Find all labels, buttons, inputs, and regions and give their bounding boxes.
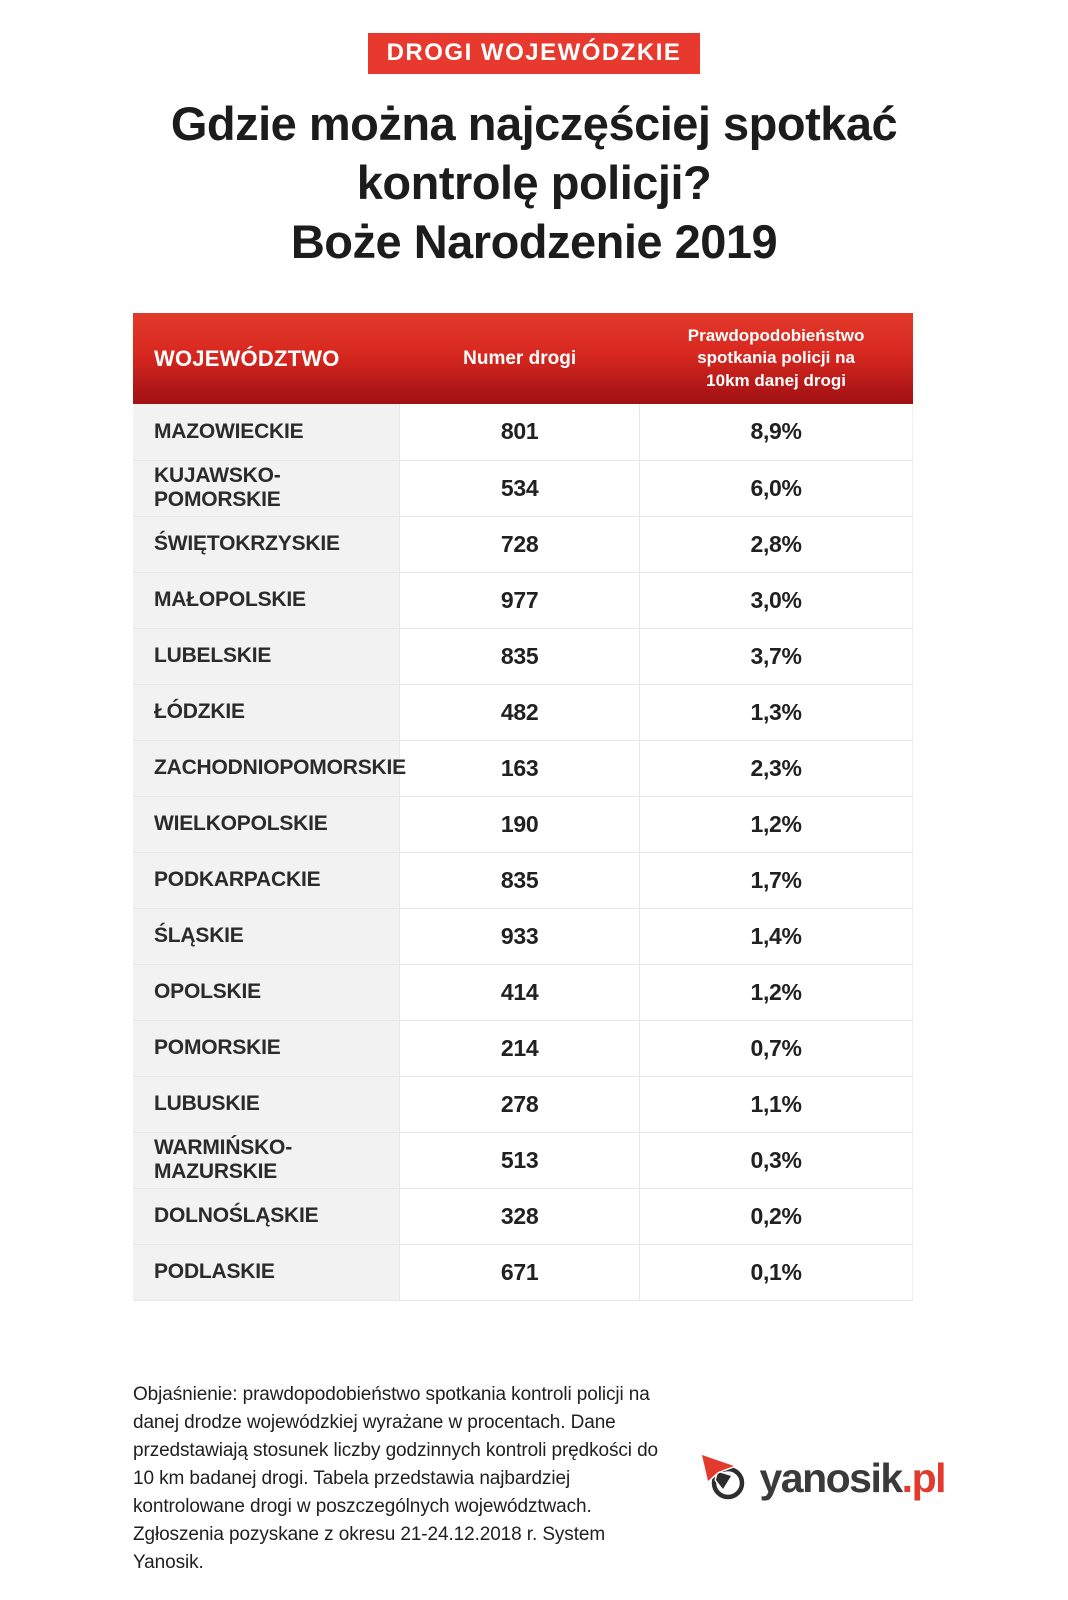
table-row xyxy=(133,628,913,684)
cell-voivodeship: WARMIŃSKO-MAZURSKIE xyxy=(133,1132,400,1188)
cell-road-number: 513 xyxy=(400,1132,640,1188)
cell-voivodeship: PODKARPACKIE xyxy=(133,852,400,908)
cell-probability: 1,1% xyxy=(640,1076,913,1132)
cell-road-number: 190 xyxy=(400,796,640,852)
table-row xyxy=(133,796,913,852)
table-row xyxy=(133,852,913,908)
cell-probability: 6,0% xyxy=(640,460,913,516)
cell-probability: 1,2% xyxy=(640,964,913,1020)
cell-road-number: 328 xyxy=(400,1188,640,1244)
logo-text xyxy=(759,1455,945,1502)
cell-probability: 2,8% xyxy=(640,516,913,572)
cell-probability: 1,4% xyxy=(640,908,913,964)
logo-domain: .pl xyxy=(901,1455,945,1501)
cell-voivodeship: ŚWIĘTOKRZYSKIE xyxy=(133,516,400,572)
table-row xyxy=(133,1188,913,1244)
cell-voivodeship: POMORSKIE xyxy=(133,1020,400,1076)
cell-voivodeship: MAŁOPOLSKIE xyxy=(133,572,400,628)
yanosik-logo xyxy=(697,1453,945,1505)
cell-road-number: 835 xyxy=(400,628,640,684)
page-title-line3: Boże Narodzenie 2019 xyxy=(290,215,778,268)
cell-road-number: 835 xyxy=(400,852,640,908)
cell-road-number: 801 xyxy=(400,404,640,460)
cell-probability: 1,3% xyxy=(640,684,913,740)
cell-road-number: 414 xyxy=(400,964,640,1020)
column-header-road-number: Numer drogi xyxy=(400,313,640,404)
cell-road-number: 977 xyxy=(400,572,640,628)
cell-road-number: 163 xyxy=(400,740,640,796)
table-row xyxy=(133,404,913,460)
cell-probability: 8,9% xyxy=(640,404,913,460)
table-row xyxy=(133,740,913,796)
table-row xyxy=(133,908,913,964)
cell-probability: 0,2% xyxy=(640,1188,913,1244)
footnote-text: Objaśnienie: prawdopodobieństwo spotkania kontroli policji na danej drodze wojewódzkiej wyrażane w procentach. Dane przedstawiają stosunek liczby godzinnych kontroli prędkości do 10 km badanej drogi. Tabela przedstawia najbardziej kontrolowane drogi w poszczególnych województwach. Zgłoszenia pozyskane z okresu 21-24.12.2018 r. System Yanosik. xyxy=(133,1383,659,1573)
cell-probability: 1,2% xyxy=(640,796,913,852)
data-table-container xyxy=(133,313,913,1301)
cell-probability: 2,3% xyxy=(640,740,913,796)
cell-probability: 0,7% xyxy=(640,1020,913,1076)
table-row xyxy=(133,1132,913,1188)
category-badge: DROGI WOJEWÓDZKIE xyxy=(368,33,701,74)
cell-voivodeship: WIELKOPOLSKIE xyxy=(133,796,400,852)
data-table xyxy=(133,313,913,1301)
table-row xyxy=(133,964,913,1020)
cell-road-number: 728 xyxy=(400,516,640,572)
navigation-arrow-icon xyxy=(697,1453,753,1505)
cell-road-number: 482 xyxy=(400,684,640,740)
table-row xyxy=(133,1244,913,1300)
cell-voivodeship: MAZOWIECKIE xyxy=(133,404,400,460)
cell-probability: 0,3% xyxy=(640,1132,913,1188)
cell-voivodeship: ŚLĄSKIE xyxy=(133,908,400,964)
cell-probability: 3,0% xyxy=(640,572,913,628)
cell-voivodeship: PODLASKIE xyxy=(133,1244,400,1300)
column-header-voivodeship: WOJEWÓDZTWO xyxy=(133,313,400,404)
logo-name: yanosik xyxy=(759,1455,902,1501)
cell-voivodeship: LUBUSKIE xyxy=(133,1076,400,1132)
cell-voivodeship: LUBELSKIE xyxy=(133,628,400,684)
cell-road-number: 671 xyxy=(400,1244,640,1300)
cell-probability: 3,7% xyxy=(640,628,913,684)
table-row xyxy=(133,460,913,516)
cell-voivodeship: DOLNOŚLĄSKIE xyxy=(133,1188,400,1244)
cell-road-number: 278 xyxy=(400,1076,640,1132)
table-row xyxy=(133,516,913,572)
cell-probability: 0,1% xyxy=(640,1244,913,1300)
cell-road-number: 933 xyxy=(400,908,640,964)
cell-voivodeship: ZACHODNIOPOMORSKIE xyxy=(133,740,400,796)
page-title xyxy=(0,94,1068,271)
page-title-line1: Gdzie można najczęściej spotkać xyxy=(170,97,898,150)
page-title-line2: kontrolę policji? xyxy=(356,156,712,209)
cell-road-number: 214 xyxy=(400,1020,640,1076)
table-row xyxy=(133,572,913,628)
cell-voivodeship: OPOLSKIE xyxy=(133,964,400,1020)
table-row xyxy=(133,684,913,740)
badge-container xyxy=(0,0,1068,74)
cell-probability: 1,7% xyxy=(640,852,913,908)
footer xyxy=(133,1381,945,1577)
cell-voivodeship: KUJAWSKO-POMORSKIE xyxy=(133,460,400,516)
table-row xyxy=(133,1076,913,1132)
cell-voivodeship: ŁÓDZKIE xyxy=(133,684,400,740)
cell-road-number: 534 xyxy=(400,460,640,516)
column-header-probability: Prawdopodobieństwo spotkania policji na 10km danej drogi xyxy=(640,313,913,404)
table-header-row xyxy=(133,313,913,404)
table-body xyxy=(133,404,913,1300)
table-row xyxy=(133,1020,913,1076)
